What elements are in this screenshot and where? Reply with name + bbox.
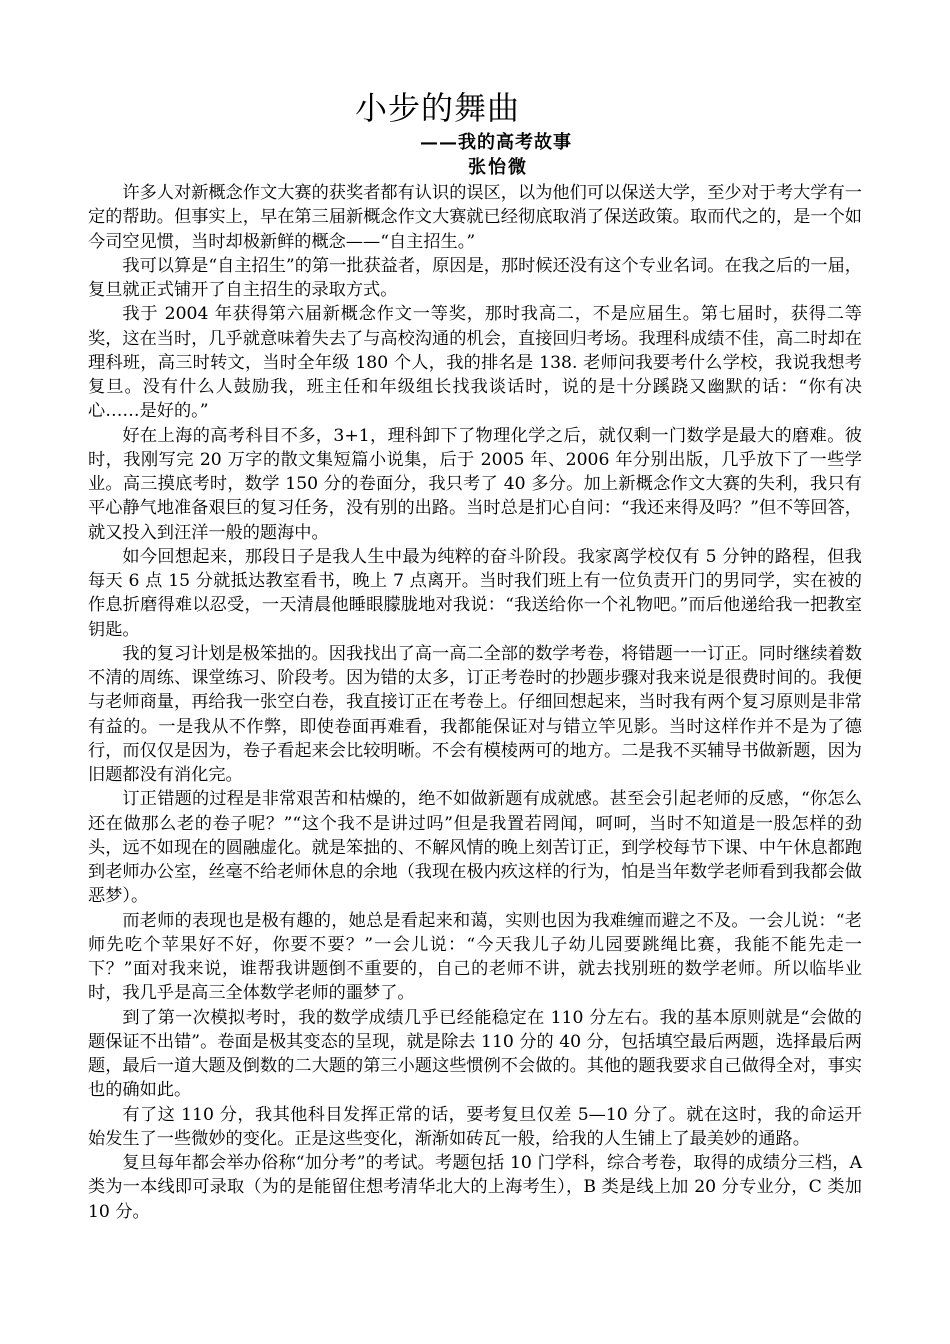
paragraph: 有了这 110 分，我其他科目发挥正常的话，要考复旦仅差 5—10 分了。就在这时，我的命运开始发生了一些微妙的变化。正是这些变化，渐渐如砖瓦一般，给我的人生铺上了最美妙的通路。 (88, 1104, 862, 1149)
paragraph: 好在上海的高考科目不多，3+1，理科卸下了物理化学之后，就仅剩一门数学是最大的磨难。彼时，我刚写完 20 万字的散文集短篇小说集，后于 2005 年、2006 年分别出版，几乎放下了一些学业。高三摸底考时，数学 150 分的卷面分，我只考了 40 多分。加上新概念作文大赛的失利，我只有平心静气地准备艰巨的复习任务，没有别的出路。当时总是扪心自问：“我还来得及吗？”但不等回答，就又投入到汪洋一般的题海中。 (88, 425, 862, 543)
paragraph: 而老师的表现也是极有趣的，她总是看起来和蔼，实则也因为我难缠而避之不及。一会儿说：“老师先吃个苹果好不好，你要不要？”一会儿说：“今天我儿子幼儿园要跳绳比赛，我能不能先走一下？”面对我来说，谁帮我讲题倒不重要的，自己的老师不讲，就去找别班的数学老师。所以临毕业时，我几乎是高三全体数学老师的噩梦了。 (88, 910, 862, 1004)
paragraph: 订正错题的过程是非常艰苦和枯燥的，绝不如做新题有成就感。甚至会引起老师的反感，“你怎么还在做那么老的卷子呢？”“这个我不是讲过吗”但是我置若罔闻，呵呵，当时不知道是一股怎样的劲头，远不如现在的圆融虚化。就是笨拙的、不解风情的晚上刻苦订正，到学校每节下课、中午休息都跑到老师办公室，丝毫不给老师休息的余地（我现在极内疚这样的行为，怕是当年数学老师看到我都会做恶梦）。 (88, 789, 862, 907)
document-subtitle: ——我的高考故事 (420, 132, 572, 153)
document-author: 张怡微 (468, 157, 528, 178)
paragraph: 许多人对新概念作文大赛的获奖者都有认识的误区，以为他们可以保送大学，至少对于考大学有一定的帮助。但事实上，早在第三届新概念作文大赛就已经彻底取消了保送政策。取而代之的，是一个如今司空见惯，当时却极新鲜的概念——“自主招生。” (88, 183, 862, 252)
paragraph: 我于 2004 年获得第六届新概念作文一等奖，那时我高二，不是应届生。第七届时，获得二等奖，这在当时，几乎就意味着失去了与高校沟通的机会，直接回归考场。我理科成绩不佳，高二时却在理科班，高三时转文，当时全年级 180 个人，我的排名是 138. 老师问我要考什么学校，我说我想考复旦。没有什么人鼓励我，班主任和年级组长找我谈话时，说的是十分蹊跷又幽默的话：“你有决心……是好的。” (88, 304, 862, 422)
document-title: 小步的舞曲 (354, 89, 520, 127)
document-body (88, 181, 862, 1224)
paragraph: 如今回想起来，那段日子是我人生中最为纯粹的奋斗阶段。我家离学校仅有 5 分钟的路程，但我每天 6 点 15 分就抵达教室看书，晚上 7 点离开。当时我们班上有一位负责开门的男同学，实在被的作息折磨得难以忍受，一天清晨他睡眼朦胧地对我说：“我送给你一个礼物吧。”而后他递给我一把教室钥匙。 (88, 546, 862, 640)
paragraph: 我的复习计划是极笨拙的。因我找出了高一高二全部的数学考卷，将错题一一订正。同时继续着数不清的周练、课堂练习、阶段考。因为错的太多，订正考卷时的抄题步骤对我来说是很费时间的。我便与老师商量，再给我一张空白卷，我直接订正在考卷上。仔细回想起来，当时我有两个复习原则是非常有益的。一是我从不作弊，即使卷面再难看，我都能保证对与错立竿见影。当时这样作并不是为了德行，而仅仅是因为，卷子看起来会比较明晰。不会有模棱两可的地方。二是我不买辅导书做新题，因为旧题都没有消化完。 (88, 643, 862, 785)
paragraph: 复旦每年都会举办俗称“加分考”的考试。考题包括 10 门学科，综合考卷，取得的成绩分三档，A 类为一本线即可录取（为的是能留住想考清华北大的上海考生），B 类是线上加 20 分专业分，C 类加 10 分。 (88, 1153, 862, 1222)
paragraph: 到了第一次模拟考时，我的数学成绩几乎已经能稳定在 110 分左右。我的基本原则就是“会做的题保证不出错”。卷面是极其变态的呈现，就是除去 110 分的 40 分，包括填空最后两题，选择最后两题，最后一道大题及倒数的二大题的第三小题这些惯例不会做的。其他的题我要求自己做得全对，事实也的确如此。 (88, 1007, 862, 1101)
paragraph: 我可以算是“自主招生”的第一批获益者，原因是，那时候还没有这个专业名词。在我之后的一届，复旦就正式铺开了自主招生的录取方式。 (88, 255, 862, 300)
